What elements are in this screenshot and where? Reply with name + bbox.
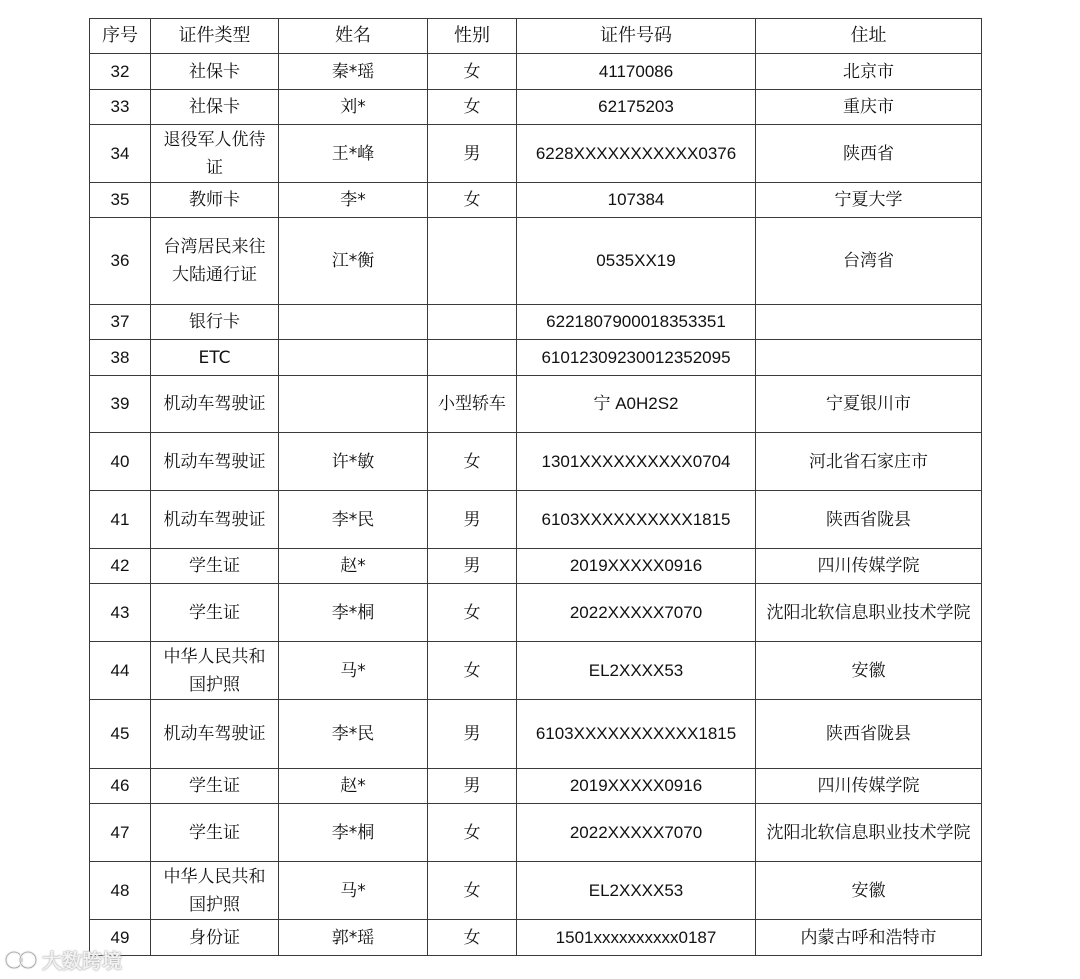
table-row [90,376,982,433]
table-row [90,183,982,218]
table-body [90,54,982,956]
cell-seq: 43 [90,584,151,642]
cell-seq: 48 [90,862,151,920]
table-row [90,125,982,183]
cell-id-number: 0535XX19 [517,218,756,305]
cell-address: 四川传媒学院 [756,769,982,804]
watermark [4,945,122,974]
cell-gender: 男 [428,700,517,769]
header-address: 住址 [756,19,982,54]
cell-address: 陕西省陇县 [756,491,982,549]
cell-address: 北京市 [756,54,982,90]
cell-id-number: 2022XXXXX7070 [517,804,756,862]
cell-address: 重庆市 [756,90,982,125]
cell-gender: 男 [428,769,517,804]
cell-name: 李*桐 [279,584,428,642]
brand-logo-icon [4,947,38,973]
cell-id-type: 机动车驾驶证 [151,491,279,549]
table-row [90,54,982,90]
table-row [90,642,982,700]
cell-seq: 36 [90,218,151,305]
cell-gender: 女 [428,183,517,218]
cell-name: 秦*瑶 [279,54,428,90]
cell-gender: 女 [428,90,517,125]
cell-gender: 女 [428,920,517,956]
cell-name: 许*敏 [279,433,428,491]
cell-id-number: 1501xxxxxxxxxx0187 [517,920,756,956]
cell-id-number: 宁 A0H2S2 [517,376,756,433]
cell-seq: 45 [90,700,151,769]
table-row [90,700,982,769]
cell-address: 安徽 [756,642,982,700]
table-row [90,804,982,862]
cell-name: 李*桐 [279,804,428,862]
cell-seq: 47 [90,804,151,862]
cell-id-type: 学生证 [151,804,279,862]
header-seq: 序号 [90,19,151,54]
cell-id-number: 41170086 [517,54,756,90]
cell-seq: 37 [90,305,151,340]
table-row [90,549,982,584]
cell-id-type: 学生证 [151,549,279,584]
cell-id-number: 1301XXXXXXXXXX0704 [517,433,756,491]
cell-id-number: 2019XXXXX0916 [517,549,756,584]
cell-name: 赵* [279,769,428,804]
cell-id-type: 机动车驾驶证 [151,376,279,433]
cell-id-number: 6228XXXXXXXXXXX0376 [517,125,756,183]
cell-gender: 男 [428,549,517,584]
cell-address: 陕西省 [756,125,982,183]
cell-seq: 38 [90,340,151,376]
cell-name: 马* [279,642,428,700]
table-row [90,491,982,549]
cell-seq: 35 [90,183,151,218]
cell-id-number: 62175203 [517,90,756,125]
cell-seq: 32 [90,54,151,90]
cell-seq: 41 [90,491,151,549]
cell-id-type: 中华人民共和国护照 [151,862,279,920]
cell-name: 郭*瑶 [279,920,428,956]
id-records-table [89,18,982,956]
cell-name [279,340,428,376]
cell-id-type: 学生证 [151,769,279,804]
watermark-text: 大数跨境 [42,949,122,973]
cell-name: 刘* [279,90,428,125]
cell-seq: 40 [90,433,151,491]
table-row [90,769,982,804]
cell-id-type: 身份证 [151,920,279,956]
cell-id-type: 机动车驾驶证 [151,433,279,491]
cell-address [756,340,982,376]
table-row [90,433,982,491]
cell-address: 沈阳北软信息职业技术学院 [756,584,982,642]
table-row [90,218,982,305]
cell-gender: 男 [428,125,517,183]
cell-name: 李* [279,183,428,218]
cell-gender: 男 [428,491,517,549]
cell-id-number: EL2XXXX53 [517,862,756,920]
table-row [90,340,982,376]
header-name: 姓名 [279,19,428,54]
cell-name [279,305,428,340]
cell-seq: 34 [90,125,151,183]
cell-id-number: 6103XXXXXXXXXXX1815 [517,700,756,769]
cell-name: 江*衡 [279,218,428,305]
cell-name: 赵* [279,549,428,584]
cell-gender: 小型轿车 [428,376,517,433]
cell-id-type: 社保卡 [151,90,279,125]
cell-gender [428,305,517,340]
cell-seq: 49 [90,920,151,956]
cell-id-number: 2019XXXXX0916 [517,769,756,804]
cell-name [279,376,428,433]
table-row [90,584,982,642]
cell-gender: 女 [428,804,517,862]
cell-id-type: 银行卡 [151,305,279,340]
cell-address: 沈阳北软信息职业技术学院 [756,804,982,862]
cell-gender: 女 [428,54,517,90]
header-row [90,19,982,54]
cell-address: 安徽 [756,862,982,920]
table-row [90,920,982,956]
cell-gender: 女 [428,862,517,920]
cell-address [756,305,982,340]
cell-seq: 39 [90,376,151,433]
cell-id-type: 教师卡 [151,183,279,218]
cell-address: 宁夏大学 [756,183,982,218]
table-row [90,862,982,920]
header-id-number: 证件号码 [517,19,756,54]
cell-id-type: 台湾居民来往大陆通行证 [151,218,279,305]
cell-gender [428,218,517,305]
cell-name: 马* [279,862,428,920]
table-row [90,90,982,125]
cell-name: 李*民 [279,491,428,549]
cell-id-number: 107384 [517,183,756,218]
cell-gender: 女 [428,584,517,642]
cell-id-number: EL2XXXX53 [517,642,756,700]
header-id-type: 证件类型 [151,19,279,54]
cell-id-type: 机动车驾驶证 [151,700,279,769]
cell-address: 河北省石家庄市 [756,433,982,491]
cell-id-type: 社保卡 [151,54,279,90]
cell-id-number: 61012309230012352095 [517,340,756,376]
cell-seq: 33 [90,90,151,125]
header-gender: 性别 [428,19,517,54]
cell-address: 陕西省陇县 [756,700,982,769]
table-row [90,305,982,340]
cell-address: 台湾省 [756,218,982,305]
cell-gender [428,340,517,376]
cell-id-type: 中华人民共和国护照 [151,642,279,700]
cell-seq: 42 [90,549,151,584]
cell-id-number: 6103XXXXXXXXXX1815 [517,491,756,549]
cell-id-type: ETC [151,340,279,376]
cell-seq: 44 [90,642,151,700]
cell-name: 李*民 [279,700,428,769]
cell-address: 宁夏银川市 [756,376,982,433]
cell-gender: 女 [428,433,517,491]
cell-id-number: 6221807900018353351 [517,305,756,340]
cell-name: 王*峰 [279,125,428,183]
cell-id-type: 退役军人优待证 [151,125,279,183]
cell-gender: 女 [428,642,517,700]
cell-address: 四川传媒学院 [756,549,982,584]
cell-seq: 46 [90,769,151,804]
table-header [90,19,982,54]
cell-address: 内蒙古呼和浩特市 [756,920,982,956]
cell-id-number: 2022XXXXX7070 [517,584,756,642]
cell-id-type: 学生证 [151,584,279,642]
